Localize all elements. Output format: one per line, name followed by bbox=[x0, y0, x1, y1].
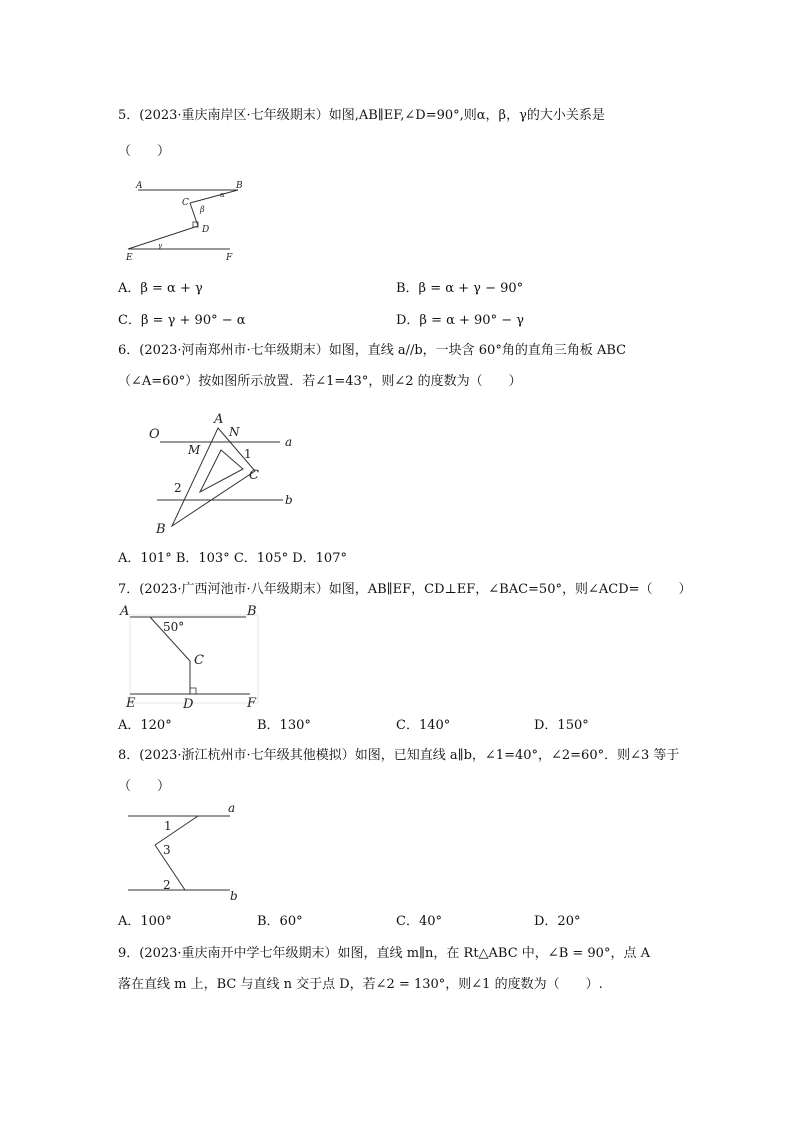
q5-label-alpha: α bbox=[220, 191, 225, 199]
q8-label-3: 3 bbox=[163, 843, 171, 857]
q8-option-c: C．40° bbox=[396, 914, 442, 929]
q6-label-N: N bbox=[229, 425, 240, 439]
q6-stem-line2: （∠A=60°）按如图所示放置．若∠1=43°，则∠2 的度数为（ ） bbox=[118, 374, 522, 389]
q6-label-b: b bbox=[285, 493, 293, 507]
q6-label-O: O bbox=[149, 427, 160, 442]
q6-label-M: M bbox=[188, 443, 201, 457]
q7-label-C: C bbox=[194, 653, 204, 668]
q5-label-beta: β bbox=[200, 205, 205, 214]
q5-label-C: C bbox=[182, 198, 189, 208]
q7-option-c: C．140° bbox=[396, 718, 451, 733]
q5-figure bbox=[118, 176, 248, 266]
q6-label-A: A bbox=[214, 412, 224, 427]
q8-option-b: B．60° bbox=[257, 914, 303, 929]
q6-figure bbox=[145, 408, 305, 538]
q8-label-b: b bbox=[230, 889, 238, 903]
q7-label-B: B bbox=[247, 604, 257, 619]
q6-options: A．101° B．103° C．105° D．107° bbox=[118, 551, 347, 566]
q5-label-gamma: γ bbox=[158, 242, 163, 250]
q6-label-C: C bbox=[249, 468, 259, 483]
q5-label-E: E bbox=[126, 253, 133, 263]
q6-label-B: B bbox=[156, 522, 166, 537]
q8-figure bbox=[118, 800, 248, 905]
q8-label-1: 1 bbox=[164, 819, 172, 833]
q7-label-E: E bbox=[126, 696, 136, 711]
q7-label-D: D bbox=[183, 697, 194, 712]
q8-paren: （ ） bbox=[118, 779, 171, 794]
q5-stem: 5．(2023·重庆南岸区·七年级期末）如图,AB∥EF,∠D=90°,则α，β，γ的大小关系是 bbox=[118, 108, 605, 123]
q5-paren: （ ） bbox=[118, 144, 171, 159]
q7-option-d: D．150° bbox=[534, 718, 589, 733]
q7-option-b: B．130° bbox=[257, 718, 311, 733]
q9-stem-line1: 9．(2023·重庆南开中学七年级期末）如图，直线 m∥n，在 Rt△ABC 中，∠B = 90°，点 A bbox=[118, 946, 650, 961]
q6-label-1: 1 bbox=[244, 447, 252, 461]
q5-label-F: F bbox=[226, 253, 233, 263]
q7-label-A: A bbox=[120, 604, 130, 619]
q6-stem-line1: 6．(2023·河南郑州市·七年级期末）如图，直线 a//b，一块含 60°角的直角三角板 ABC bbox=[118, 343, 627, 358]
q5-label-D: D bbox=[202, 225, 210, 235]
q5-option-a: A．β = α + γ bbox=[118, 281, 203, 296]
q7-label-F: F bbox=[247, 696, 257, 711]
q7-option-a: A．120° bbox=[118, 718, 172, 733]
q8-label-a: a bbox=[228, 801, 236, 815]
q7-figure bbox=[118, 603, 268, 713]
q5-option-c: C．β = γ + 90° − α bbox=[118, 313, 246, 328]
q8-option-a: A．100° bbox=[118, 914, 172, 929]
q9-stem-line2: 落在直线 m 上，BC 与直线 n 交于点 D，若∠2 = 130°，则∠1 的度数为（ ）. bbox=[118, 977, 603, 992]
q8-stem: 8．(2023·浙江杭州市·七年级其他模拟）如图，已知直线 a∥b，∠1=40°，∠2=60°．则∠3 等于 bbox=[118, 748, 680, 763]
q5-label-B: B bbox=[236, 181, 243, 191]
q5-label-A: A bbox=[136, 181, 143, 191]
q7-stem: 7．(2023·广西河池市·八年级期末）如图，AB∥EF，CD⊥EF，∠BAC=50°，则∠ACD=（ ） bbox=[118, 582, 692, 597]
q8-label-2: 2 bbox=[163, 878, 171, 892]
q7-label-angle: 50° bbox=[163, 620, 185, 634]
q8-option-d: D．20° bbox=[534, 914, 581, 929]
q6-label-2: 2 bbox=[174, 481, 182, 495]
q6-label-a: a bbox=[285, 435, 293, 449]
q5-option-b: B．β = α + γ − 90° bbox=[396, 281, 524, 296]
q5-option-d: D．β = α + 90° − γ bbox=[396, 313, 525, 328]
